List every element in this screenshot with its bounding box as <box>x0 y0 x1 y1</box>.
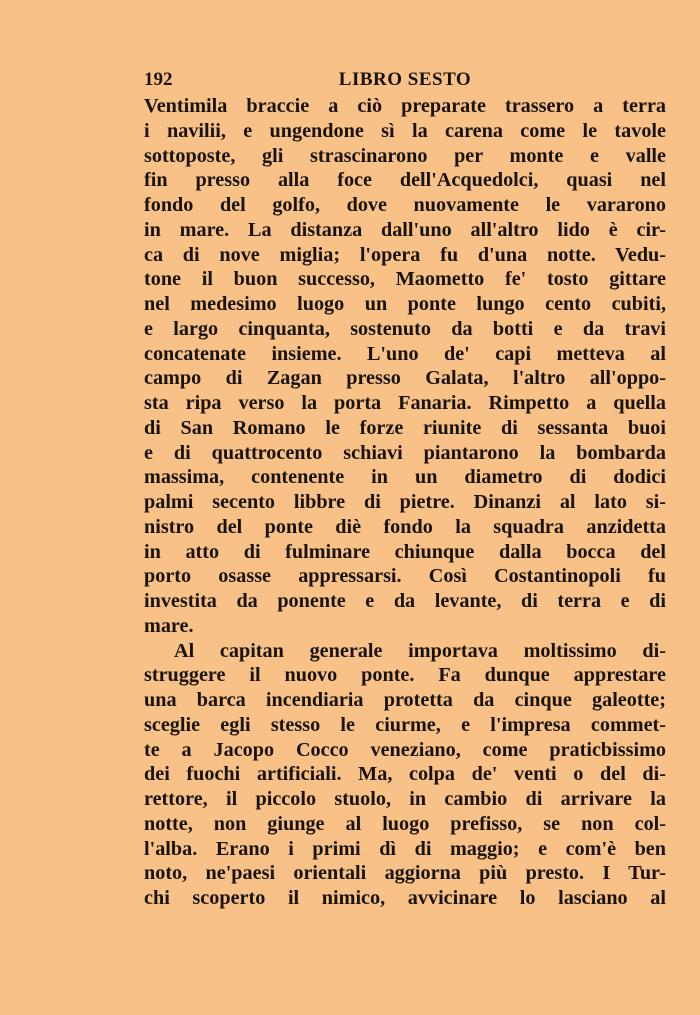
text-line: Al capitan generale importava moltissimo di- <box>174 639 666 662</box>
running-head <box>144 66 666 94</box>
text-line: rettore, il piccolo stuolo, in cambio di arrivare la <box>144 788 666 810</box>
text-line: in atto di fulminare chiunque dalla bocca del <box>144 540 666 563</box>
text-line: una barca incendiaria protetta da cinque galeotte; <box>144 689 666 711</box>
text-line: nel medesimo luogo un ponte lungo cento cubiti, <box>144 293 666 315</box>
text-line: campo di Zagan presso Galata, l'altro all'oppo- <box>144 367 666 390</box>
text-line: mare. <box>144 614 194 637</box>
text-line: e largo cinquanta, sostenuto da botti e da travi <box>144 317 666 340</box>
book-title: LIBRO SESTO <box>338 69 472 90</box>
body-text <box>144 94 666 911</box>
text-line: struggere il nuovo ponte. Fa dunque apprestare <box>144 664 666 687</box>
text-line: Ventimila braccie a ciò preparate trassero a terra <box>144 95 666 117</box>
text-line: porto osasse appressarsi. Così Costantinopoli fu <box>144 565 666 588</box>
text-line: e di quattrocento schiavi piantarono la bombarda <box>144 441 666 464</box>
text-line: concatenate insieme. L'uno de' capi metteva al <box>144 342 666 365</box>
text-line: noto, ne'paesi orientali aggiorna più presto. I Tur- <box>144 862 666 885</box>
text-line: sceglie egli stesso le ciurme, e l'impresa commet- <box>144 713 666 736</box>
text-line: l'alba. Erano i primi dì di maggio; e com'è ben <box>144 837 666 860</box>
text-line: investita da ponente e da levante, di terra e di <box>144 590 666 612</box>
text-line: di San Romano le forze riunite di sessanta buoi <box>144 416 666 439</box>
book-page <box>144 66 666 911</box>
text-line: te a Jacopo Cocco veneziano, come praticbissimo <box>144 738 666 761</box>
paragraph-2 <box>144 639 666 911</box>
text-line: sottoposte, gli strascinarono per monte e valle <box>144 144 666 167</box>
text-line: sta ripa verso la porta Fanaria. Rimpetto a quella <box>144 392 666 414</box>
text-line: i navilii, e ungendone sì la carena come le tavole <box>144 119 666 142</box>
text-line: ca di nove miglia; l'opera fu d'una notte. Vedu- <box>144 243 666 266</box>
page-number: 192 <box>144 69 173 90</box>
text-line: chi scoperto il nimico, avvicinare lo lasciano al <box>144 887 666 909</box>
text-line: fin presso alla foce dell'Acquedolci, quasi nel <box>144 169 666 192</box>
text-line: palmi secento libbre di pietre. Dinanzi al lato si- <box>144 491 666 513</box>
text-line: in mare. La distanza dall'uno all'altro lido è cir- <box>144 218 666 241</box>
text-line: nistro del ponte diè fondo la squadra anzidetta <box>144 515 666 538</box>
paragraph-1 <box>144 94 666 639</box>
text-line: tone il buon successo, Maometto fe' tosto gittare <box>144 268 666 291</box>
text-line: dei fuochi artificiali. Ma, colpa de' venti o del di- <box>144 763 666 786</box>
text-line: notte, non giunge al luogo prefisso, se non col- <box>144 812 666 835</box>
text-line: fondo del golfo, dove nuovamente le vararono <box>144 194 666 216</box>
text-line: massima, contenente in un diametro di dodici <box>144 466 666 489</box>
